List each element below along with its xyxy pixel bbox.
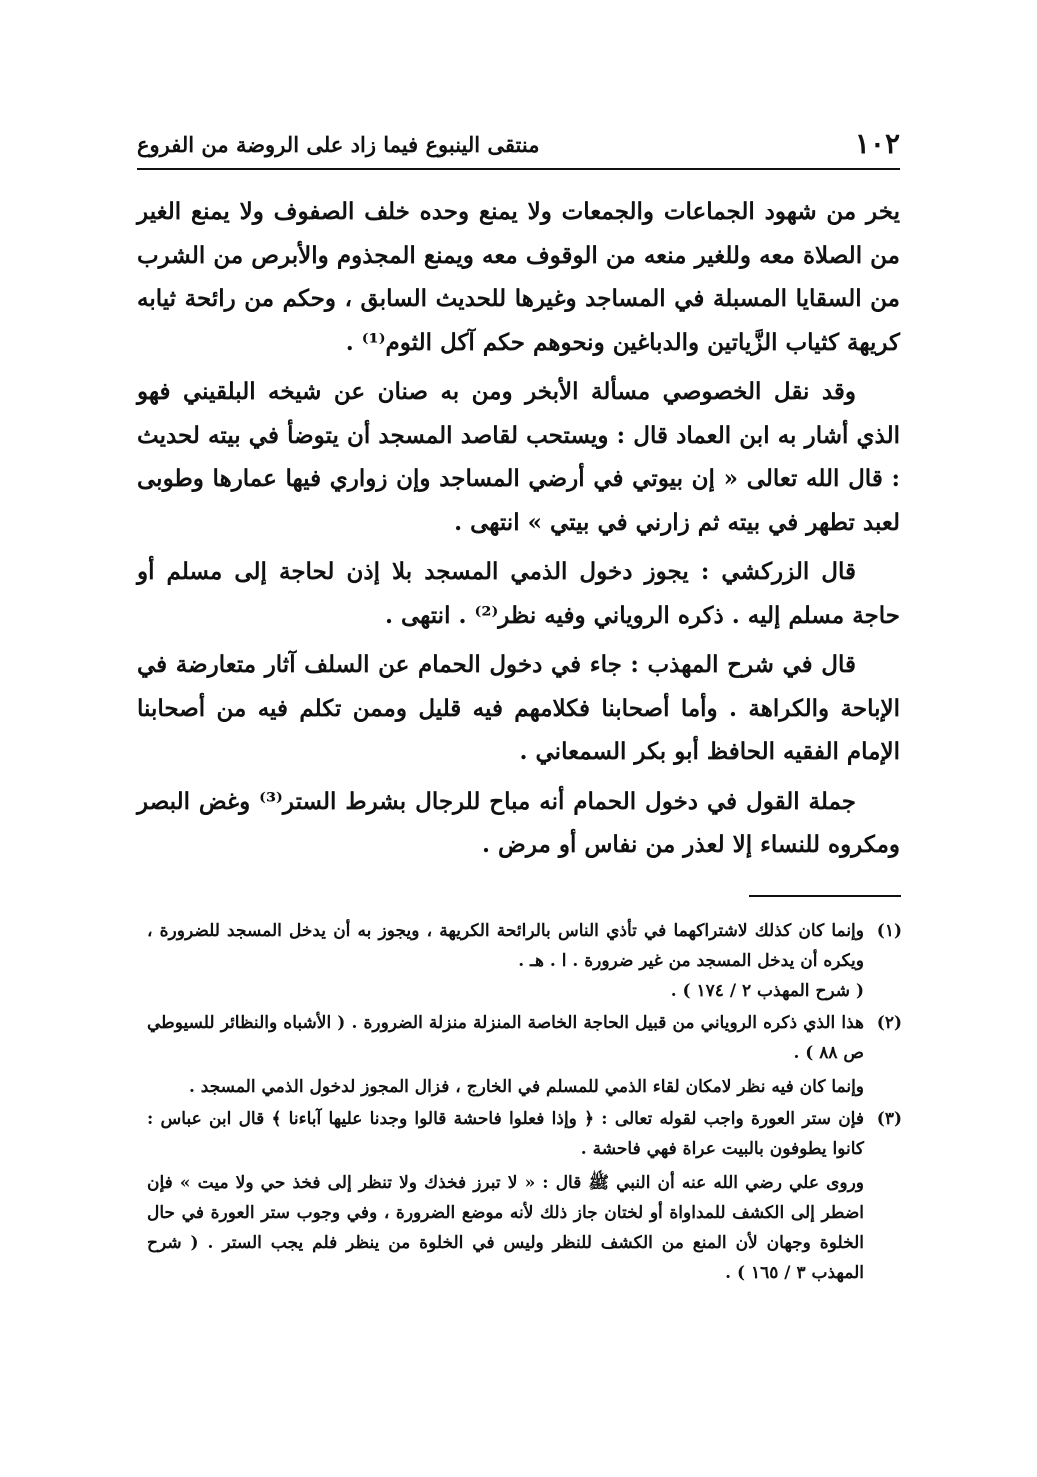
footnote-1 [147, 916, 902, 1006]
paragraph: وقد نقل الخصوصي مسألة الأبخر ومن به صنان عن شيخه البلقيني فهو الذي أشار به ابن العماد قال : ويستحب لقاصد المسجد أن يتوضأ في بيته لحديث : قال الله تعالى « إن بيوتي في أرضي المساجد وإن زواري فيها عمارها وطوبى لعبد تطهر في بيته ثم زارني في بيتي » انتهى . [137, 378, 900, 536]
footnote-line: ( شرح المهذب ٢ / ١٧٤ ) . [670, 981, 864, 1001]
header-rule [137, 168, 900, 170]
paragraph: جملة القول في دخول الحمام أنه مباح للرجال بشرط الستر⁽³⁾ وغض البصر ومكروه للنساء إلا لعذر من نفاس أو مرض . [137, 787, 900, 858]
footnote-number: (١) [876, 921, 902, 941]
footnote-separator [749, 895, 901, 897]
page-header [137, 124, 900, 168]
footnote-line: وإنما كان فيه نظر لامكان لقاء الذمي للمسلم في الخارج ، فزال المجوز لدخول الذمي المسجد . [188, 1077, 864, 1097]
footnote-line: هذا الذي ذكره الروياني من قبيل الحاجة الخاصة المنزلة منزلة الضرورة . ( الأشباه والنظائر للسيوطي ص ٨٨ ) . [147, 1013, 864, 1063]
footnote-2 [147, 1008, 902, 1102]
paragraph: قال في شرح المهذب : جاء في دخول الحمام عن السلف آثار متعارضة في الإباحة والكراهة . وأما أصحابنا فكلامهم فيه قليل وممن تكلم فيه من أصحابنا الإمام الفقيه الحافظ أبو بكر السمعاني . [137, 651, 900, 765]
footnote-3 [147, 1104, 902, 1288]
footnote-number: (٣) [876, 1109, 902, 1129]
page-number: ١٠٢ [854, 127, 900, 160]
footnote-line: فإن ستر العورة واجب لقوله تعالى : ﴿ وإذا فعلوا فاحشة قالوا وجدنا عليها آباءنا ﴾ قال ابن عباس : كانوا يطوفون بالبيت عراة فهي فاحشة . [147, 1109, 864, 1159]
paragraph: قال الزركشي : يجوز دخول الذمي المسجد بلا إذن لحاجة إلى مسلم أو حاجة مسلم إليه . ذكره الروياني وفيه نظر⁽²⁾ . انتهى . [137, 558, 900, 629]
footnote-body [147, 916, 864, 1006]
main-text [137, 190, 900, 873]
footnote-line: وإنما كان كذلك لاشتراكهما في تأذي الناس بالرائحة الكريهة ، ويجوز به أن يدخل المسجد للضرورة ، ويكره أن يدخل المسجد من غير ضرورة . ا . هـ . [147, 921, 864, 971]
footnote-body [147, 1104, 864, 1288]
footnote-line: وروى علي رضي الله عنه أن النبي ﷺ قال : « لا تبرز فخذك ولا تنظر إلى فخذ حي ولا ميت » فإن اضطر إلى الكشف للمداواة أو لختان جاز ذلك لأنه موضع الضرورة ، وفي وجوب ستر العورة في حال الخلوة وجهان لأن المنع من الكشف للنظر وليس في الخلوة من ينظر فلم يجب الستر . ( شرح المهذب ٣ / ١٦٥ ) . [147, 1173, 864, 1283]
paragraph: يخر من شهود الجماعات والجمعات ولا يمنع وحده خلف الصفوف ولا يمنع الغير من الصلاة معه وللغير منعه من الوقوف معه ويمنع المجذوم والأبرص من الشرب من السقايا المسبلة في المساجد وغيرها للحديث السابق ، وحكم من رائحة ثيابه كريهة كثياب الزَّياتين والدباغين ونحوهم حكم آكل الثوم⁽¹⁾ . [137, 198, 900, 356]
running-title: منتقى الينبوع فيما زاد على الروضة من الفروع [137, 132, 540, 157]
footnotes [147, 916, 902, 1290]
footnote-number: (٢) [876, 1013, 902, 1033]
footnote-body [147, 1008, 864, 1102]
